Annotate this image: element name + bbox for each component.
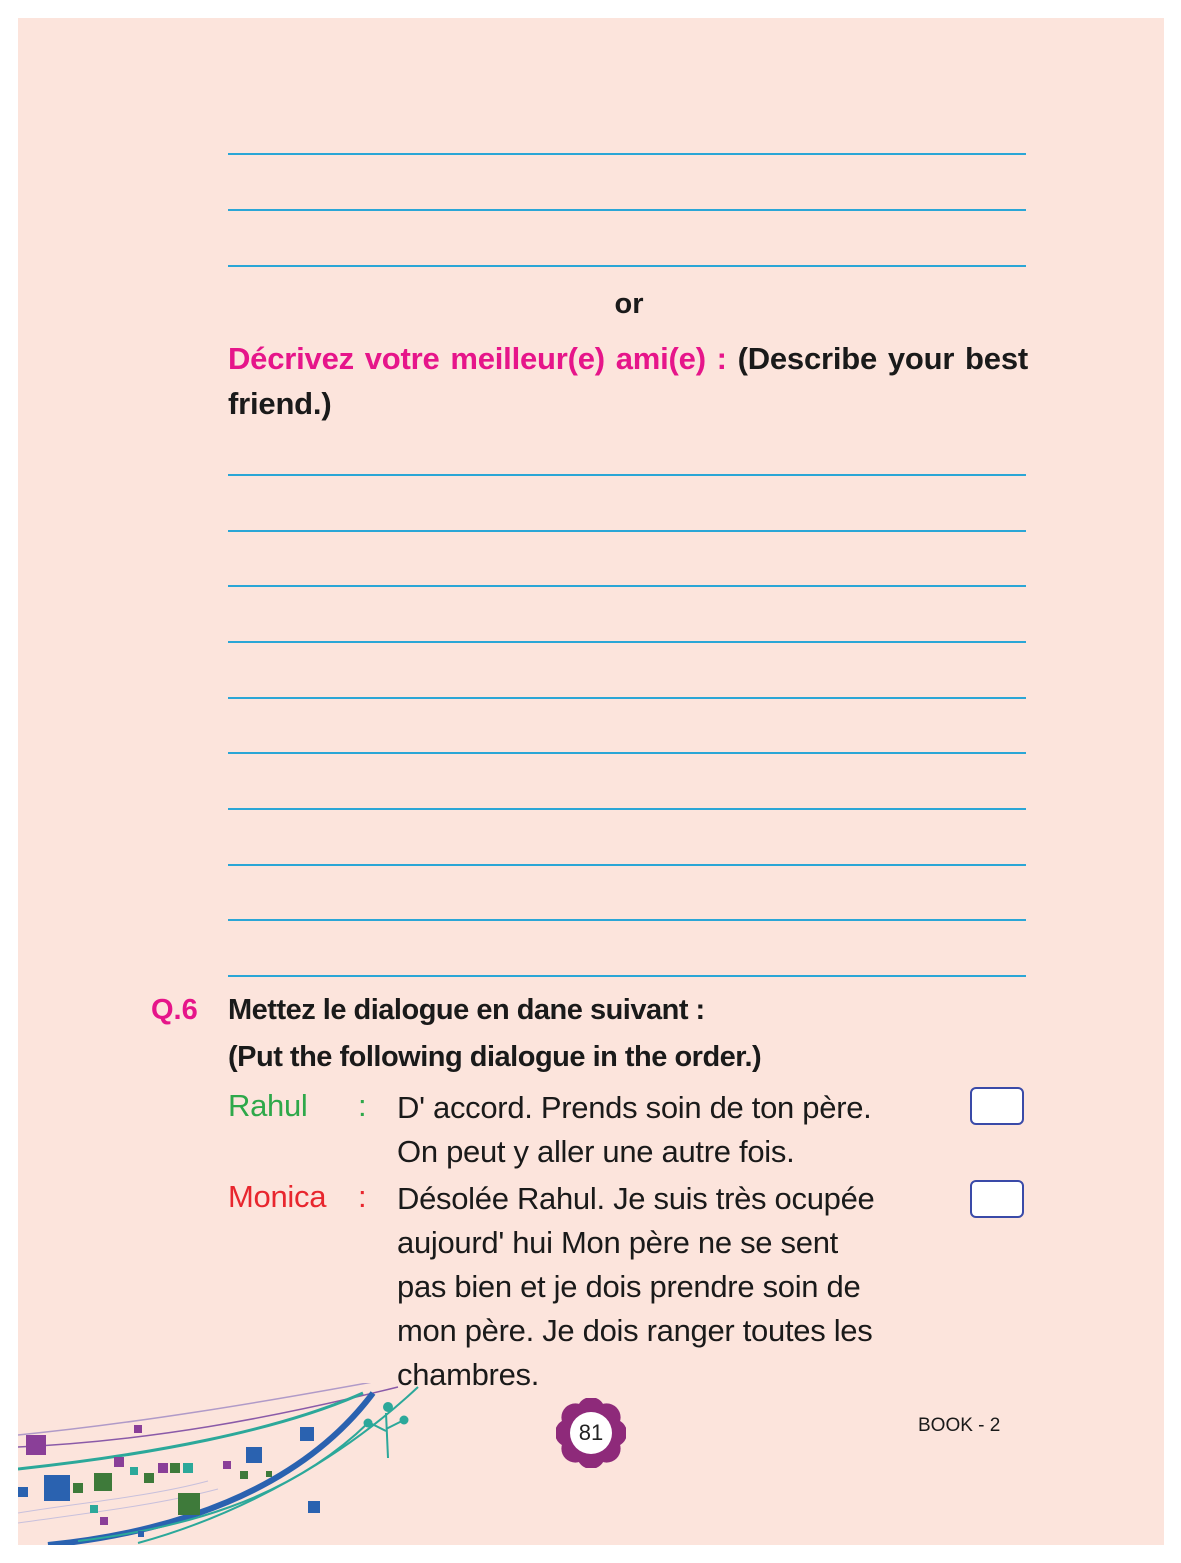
essay-prompt bbox=[228, 336, 1028, 426]
french-prompt: Décrivez votre meilleur(e) ami(e) : bbox=[228, 341, 727, 376]
dialogue-line: On peut y aller une autre fois. bbox=[397, 1134, 795, 1169]
writing-line[interactable] bbox=[228, 864, 1026, 866]
question-instruction-english: (Put the following dialogue in the order.) bbox=[228, 1041, 762, 1073]
speaker-monica: Monica bbox=[228, 1179, 327, 1214]
dialogue-line: aujourd' hui Mon père ne se sent bbox=[397, 1225, 838, 1260]
order-answer-box-monica[interactable] bbox=[970, 1180, 1024, 1218]
writing-line[interactable] bbox=[228, 530, 1026, 532]
swirl-decoration-icon bbox=[18, 1383, 438, 1545]
writing-line[interactable] bbox=[228, 585, 1026, 587]
dialogue-line: pas bien et je dois prendre soin de bbox=[397, 1269, 861, 1304]
writing-line[interactable] bbox=[228, 919, 1026, 921]
dialogue-line: D' accord. Prends soin de ton père. bbox=[397, 1090, 872, 1125]
page-number: 81 bbox=[578, 1420, 604, 1445]
dialogue-line: Désolée Rahul. Je suis très ocupée bbox=[397, 1181, 875, 1216]
writing-line[interactable] bbox=[228, 975, 1026, 977]
writing-line[interactable] bbox=[228, 153, 1026, 155]
question-number: Q.6 bbox=[151, 994, 198, 1026]
book-label: BOOK - 2 bbox=[918, 1415, 1001, 1436]
order-answer-box-rahul[interactable] bbox=[970, 1087, 1024, 1125]
writing-line[interactable] bbox=[228, 697, 1026, 699]
workbook-page bbox=[18, 18, 1164, 1545]
writing-line[interactable] bbox=[228, 808, 1026, 810]
dialogue-line: mon père. Je dois ranger toutes les bbox=[397, 1313, 873, 1348]
speaker-rahul: Rahul bbox=[228, 1088, 308, 1123]
dialogue-line: chambres. bbox=[397, 1357, 540, 1392]
question-instruction-french: Mettez le dialogue en dane suivant : bbox=[228, 994, 705, 1026]
english-prompt: (Describe your best friend.) bbox=[228, 341, 1028, 421]
or-separator: or bbox=[614, 288, 644, 320]
writing-line[interactable] bbox=[228, 752, 1026, 754]
writing-line[interactable] bbox=[228, 474, 1026, 476]
speaker-colon: : bbox=[358, 1088, 367, 1123]
writing-line[interactable] bbox=[228, 209, 1026, 211]
writing-line[interactable] bbox=[228, 641, 1026, 643]
page-number-badge bbox=[556, 1398, 626, 1468]
speaker-colon: : bbox=[358, 1179, 367, 1214]
writing-line[interactable] bbox=[228, 265, 1026, 267]
